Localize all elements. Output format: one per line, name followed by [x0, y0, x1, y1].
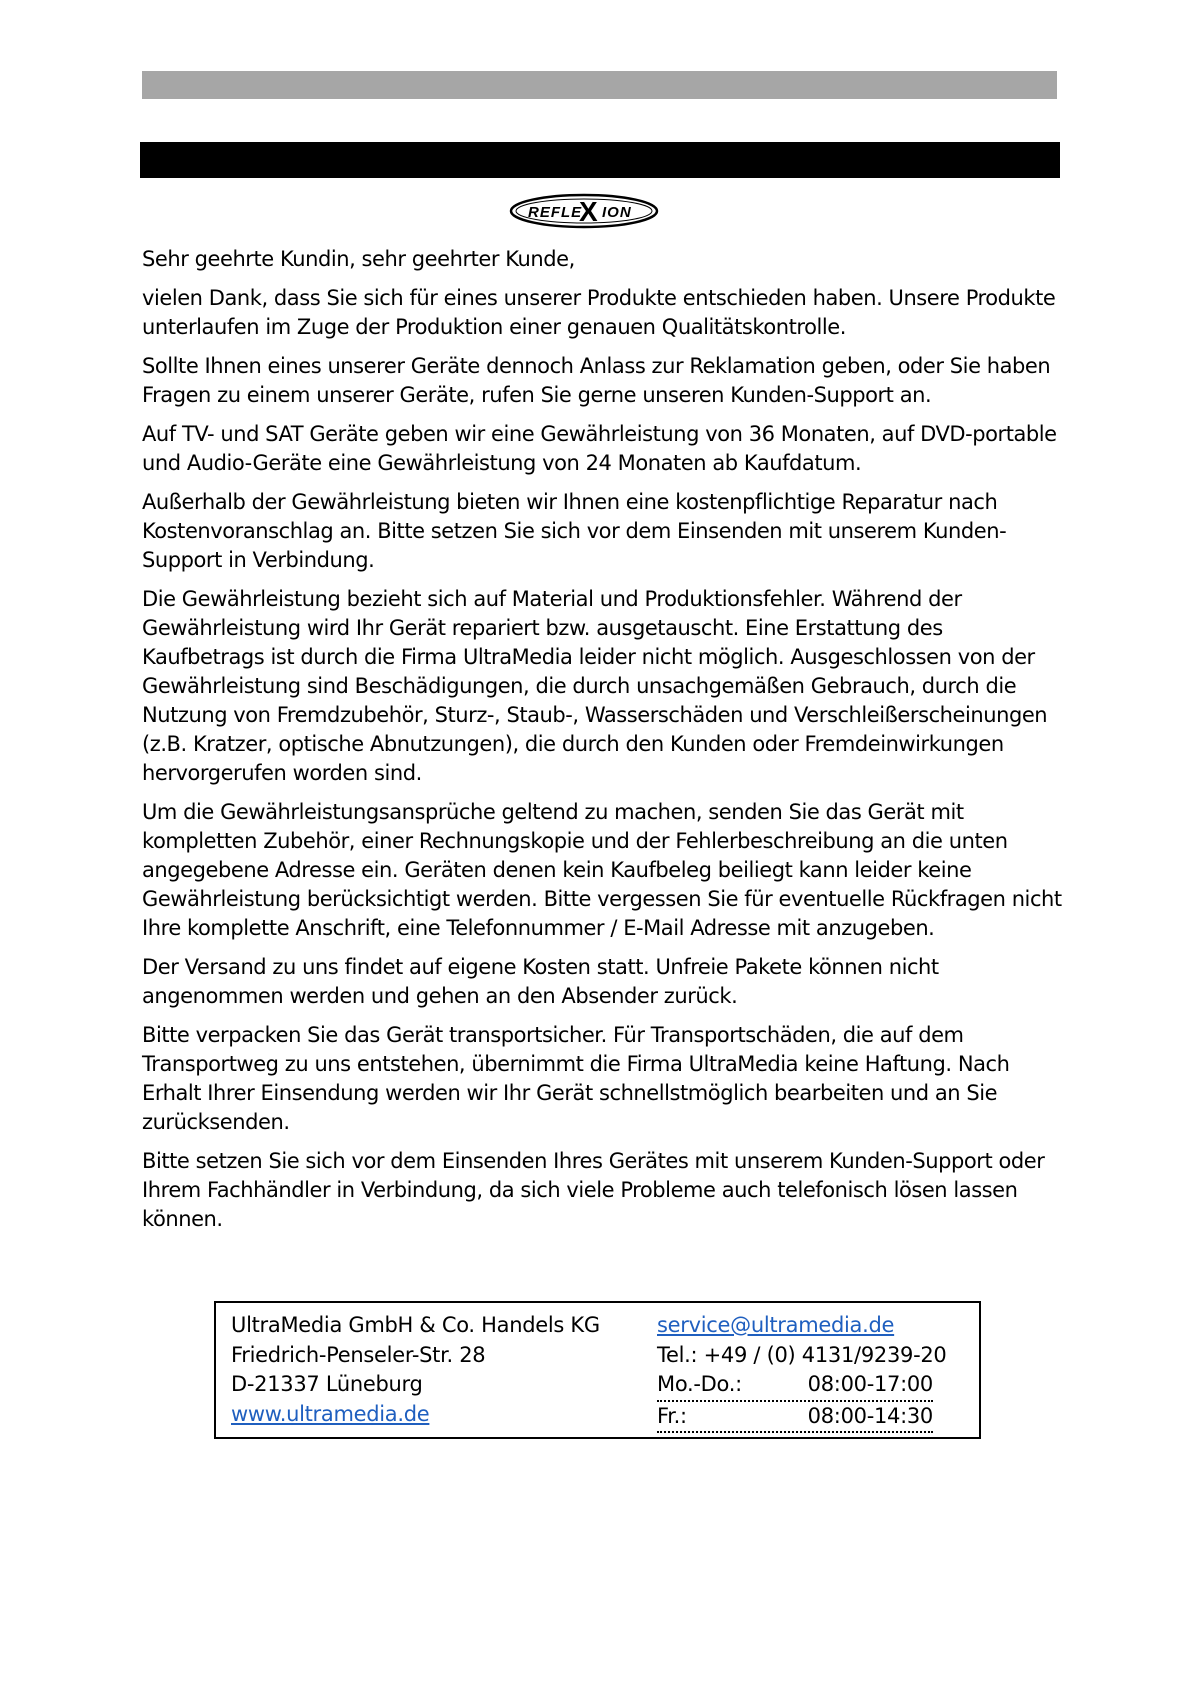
email-link[interactable]: service@ultramedia.de — [657, 1313, 895, 1337]
svg-text:REFLE: REFLE — [528, 204, 583, 221]
support-column — [657, 1311, 957, 1433]
address-column — [231, 1311, 600, 1429]
hours-day: Fr.: — [657, 1403, 687, 1428]
hours-time: 08:00-14:30 — [807, 1403, 933, 1428]
header-black-bar — [140, 142, 1060, 178]
letter-body — [142, 245, 1062, 1244]
paragraph-packaging: Bitte verpacken Sie das Gerät transportsicher. Für Transportschäden, die auf dem Transportweg zu uns entstehen, übernimmt die Firma UltraMedia keine Haftung. Nach Erhalt Ihrer Einsendung werden wir Ihr Gerät schnellstmöglich bearbeiten und an Sie zurücksenden. — [142, 1023, 1010, 1134]
hours-row-weekdays — [657, 1370, 933, 1402]
svg-text:X: X — [579, 196, 598, 227]
paragraph-claims: Um die Gewährleistungsansprüche geltend zu machen, senden Sie das Gerät mit kompletten Zubehör, einer Rechnungskopie und der Fehlerbeschreibung an die unten angegebene Adresse ein. Geräten denen kein Kaufbeleg beiliegt kann leider keine Gewährleistung berücksichtigt werden. Bitte vergessen Sie für eventuelle Rückfragen nicht Ihre komplette Anschrift, eine Telefonnummer / E-Mail Adresse mit anzugeben. — [142, 800, 1062, 940]
svg-text:ION: ION — [602, 204, 632, 221]
paragraph-thanks: vielen Dank, dass Sie sich für eines unserer Produkte entschieden haben. Unsere Produkte unterlaufen im Zuge der Produktion einer genauen Qualitätskontrolle. — [142, 286, 1056, 339]
reflexion-logo — [508, 190, 660, 232]
hours-time: 08:00-17:00 — [807, 1372, 933, 1396]
header-gray-bar — [142, 71, 1057, 99]
hours-row-friday — [657, 1402, 933, 1434]
paragraph-support: Sollte Ihnen eines unserer Geräte dennoch Anlass zur Reklamation geben, oder Sie haben Fragen zu einem unserer Geräte, rufen Sie gerne unseren Kunden-Support an. — [142, 354, 1051, 407]
paragraph-contact-first: Bitte setzen Sie sich vor dem Einsenden Ihres Gerätes mit unserem Kunden-Support oder Ihrem Fachhändler in Verbindung, da sich viele Probleme auch telefonisch lösen lassen können. — [142, 1149, 1045, 1231]
city-address: D-21337 Lüneburg — [231, 1372, 423, 1396]
company-name: UltraMedia GmbH & Co. Handels KG — [231, 1313, 600, 1337]
paragraph-shipping: Der Versand zu uns findet auf eigene Kosten statt. Unfreie Pakete können nicht angenommen werden und gehen an den Absender zurück. — [142, 955, 939, 1008]
hours-day: Mo.-Do.: — [657, 1372, 742, 1396]
phone-number: Tel.: +49 / (0) 4131/9239-20 — [657, 1342, 947, 1367]
paragraph-warranty-scope: Die Gewährleistung bezieht sich auf Material und Produktionsfehler. Während der Gewährleistung wird Ihr Gerät repariert bzw. ausgetauscht. Eine Erstattung des Kaufbetrags ist durch die Firma UltraMedia leider nicht möglich. Ausgeschlossen von der Gewährleistung sind Beschädigungen, die durch unsachgemäßen Gebrauch, durch die Nutzung von Fremdzubehör, Sturz-, Staub-, Wasserschäden und Verschleißerscheinungen (z.B. Kratzer, optische Abnutzungen), die durch den Kunden oder Fremdeinwirkungen hervorgerufen worden sind. — [142, 587, 1048, 785]
paragraph-repair: Außerhalb der Gewährleistung bieten wir Ihnen eine kostenpflichtige Reparatur nach Kostenvoranschlag an. Bitte setzen Sie sich vor dem Einsenden mit unserem Kunden-Support in Verbindung. — [142, 490, 1007, 572]
paragraph-warranty-period: Auf TV- und SAT Geräte geben wir eine Gewährleistung von 36 Monaten, auf DVD-portable und Audio-Geräte eine Gewährleistung von 24 Monaten ab Kaufdatum. — [142, 422, 1057, 475]
contact-box — [214, 1301, 981, 1439]
website-link[interactable]: www.ultramedia.de — [231, 1401, 430, 1426]
street-address: Friedrich-Penseler-Str. 28 — [231, 1342, 486, 1367]
greeting: Sehr geehrte Kundin, sehr geehrter Kunde, — [142, 247, 575, 271]
